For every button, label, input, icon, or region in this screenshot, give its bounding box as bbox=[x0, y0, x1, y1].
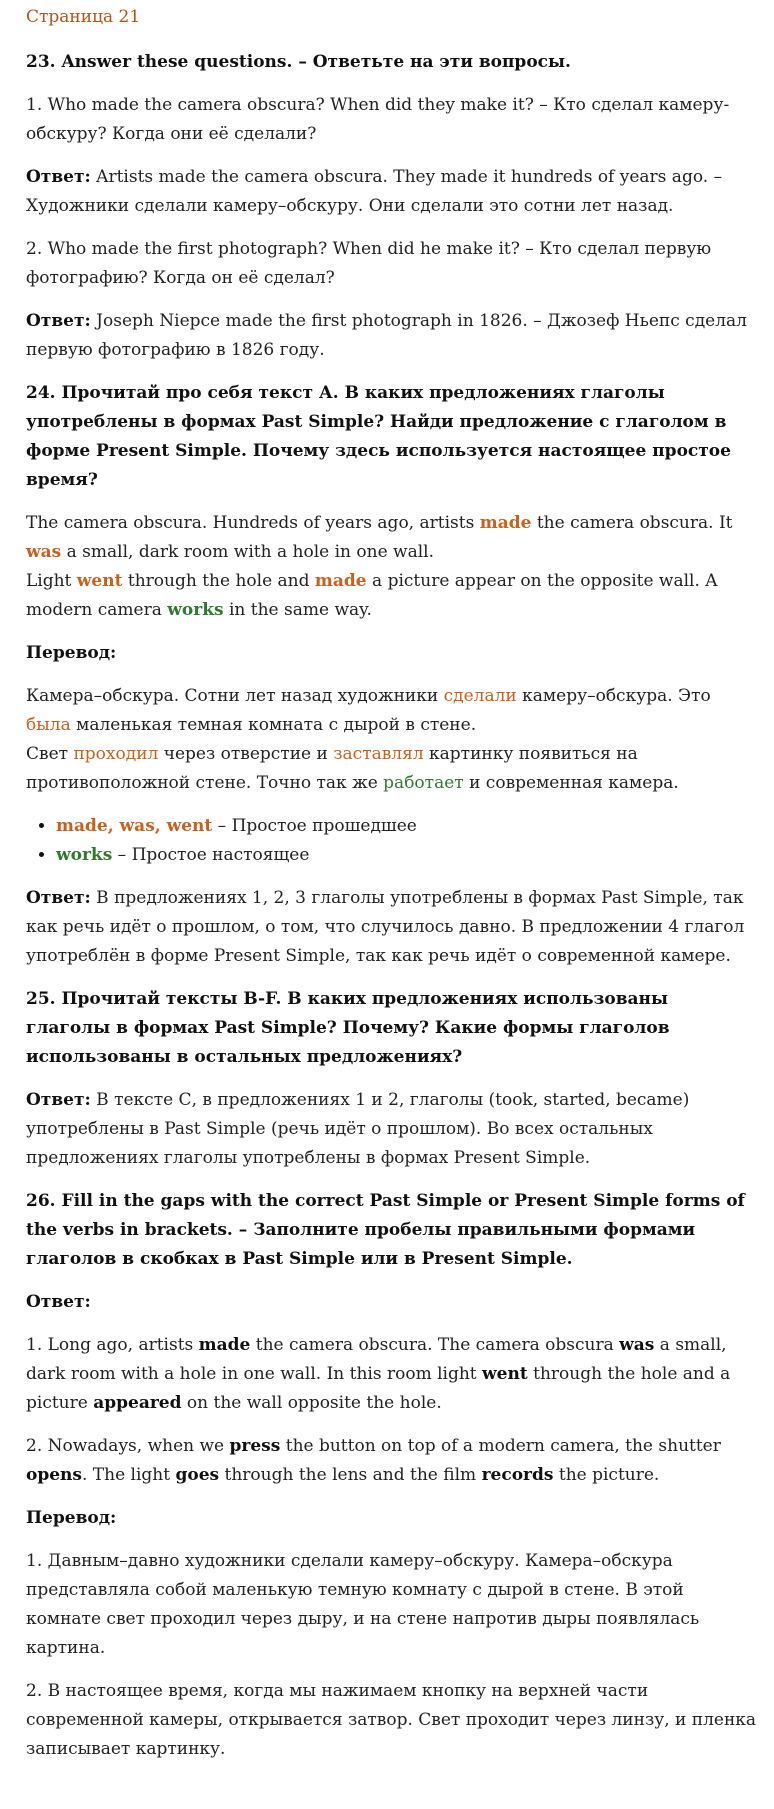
past-verb: сделали bbox=[443, 686, 517, 706]
list-term: made, was, went bbox=[56, 816, 213, 836]
text-fragment: a small, dark room with a hole in one wall. In this room light bbox=[26, 1335, 727, 1384]
q26-paragraph-2 bbox=[26, 1432, 758, 1490]
answer-label: Ответ: bbox=[26, 311, 91, 331]
translation-label: Перевод: bbox=[26, 643, 117, 663]
text-fragment: on the wall opposite the hole. bbox=[181, 1393, 442, 1413]
present-verb: works bbox=[167, 600, 224, 620]
list-item bbox=[56, 841, 758, 870]
text-fragment: Камера–обскура. Сотни лет назад художники bbox=[26, 686, 444, 706]
text-fragment: камеру–обскура. Это bbox=[516, 686, 711, 706]
q23-answer-1 bbox=[26, 163, 758, 221]
text-fragment: картинку появиться на противоположной стене. Точно так же bbox=[26, 744, 638, 793]
answer-label: Ответ: bbox=[26, 888, 91, 908]
q26-paragraph-1 bbox=[26, 1331, 758, 1418]
q26-translation-2: 2. В настоящее время, когда мы нажимаем кнопку на верхней части современной камеры, открывается затвор. Свет проходит через линзу, и пленка записывает картинку. bbox=[26, 1681, 757, 1759]
text-fragment: маленькая темная комната с дырой в стене. bbox=[70, 715, 477, 735]
q24-russian-text bbox=[26, 682, 758, 798]
text-fragment: a small, dark room with a hole in one wall. bbox=[61, 542, 435, 562]
q24-english-text bbox=[26, 509, 758, 625]
text-fragment: 1. Long ago, artists bbox=[26, 1335, 199, 1355]
past-verb: была bbox=[26, 715, 71, 735]
list-term: works bbox=[56, 845, 113, 865]
text-fragment: the camera obscura. The camera obscura bbox=[250, 1335, 620, 1355]
tense-list bbox=[26, 812, 758, 870]
q26-heading: 26. Fill in the gaps with the correct Past Simple or Present Simple forms of the verbs in brackets. – Заполните пробелы правильными формами глаголов в скобках в Past Simple или в Present Simple. bbox=[26, 1191, 745, 1269]
text-fragment: a picture appear on the opposite wall. A modern camera bbox=[26, 571, 718, 620]
q23-answer-2 bbox=[26, 307, 758, 365]
filled-verb: appeared bbox=[93, 1393, 182, 1413]
filled-verb: goes bbox=[175, 1465, 220, 1485]
list-desc: – Простое прошедшее bbox=[212, 816, 417, 836]
page-link[interactable]: Страница 21 bbox=[26, 7, 141, 27]
past-verb: проходил bbox=[73, 744, 159, 764]
translation-label: Перевод: bbox=[26, 1508, 117, 1528]
present-verb: работает bbox=[383, 773, 464, 793]
q26-translation-label bbox=[26, 1504, 758, 1533]
text-fragment: the camera obscura. It bbox=[531, 513, 733, 533]
q25-heading: 25. Прочитай тексты B-F. В каких предложениях использованы глаголы в формах Past Simple? Почему? Какие формы глаголов использованы в остальных предложениях? bbox=[26, 989, 670, 1067]
text-fragment: through the hole and a picture bbox=[26, 1364, 731, 1413]
text-fragment: Свет bbox=[26, 744, 74, 764]
q24-translation-label bbox=[26, 639, 758, 668]
q23-question-1: 1. Who made the camera obscura? When did they make it? – Кто сделал камеру-обскуру? Когда они её сделали? bbox=[26, 95, 730, 144]
list-desc: – Простое настоящее bbox=[112, 845, 310, 865]
answer-text: Artists made the camera obscura. They made it hundreds of years ago. – Художники сделали камеру–обскуру. Они сделали это сотни лет назад. bbox=[26, 167, 723, 216]
list-item bbox=[56, 812, 758, 841]
filled-verb: press bbox=[229, 1436, 281, 1456]
q24-answer bbox=[26, 884, 758, 971]
answer-text: В предложениях 1, 2, 3 глаголы употреблены в формах Past Simple, так как речь идёт о прошлом, о том, что случилось давно. В предложении 4 глагол употреблён в форме Present Simple, так как речь идёт о современной камере. bbox=[26, 888, 745, 966]
past-verb: made bbox=[314, 571, 367, 591]
q26-answer-label bbox=[26, 1288, 758, 1317]
text-fragment: 2. Nowadays, when we bbox=[26, 1436, 230, 1456]
text-fragment: the picture. bbox=[553, 1465, 660, 1485]
filled-verb: made bbox=[198, 1335, 251, 1355]
text-fragment: through the lens and the film bbox=[219, 1465, 482, 1485]
answer-text: Joseph Niepce made the first photograph in 1826. – Джозеф Ньепс сделал первую фотографию в 1826 году. bbox=[26, 311, 747, 360]
past-verb: заставлял bbox=[333, 744, 424, 764]
filled-verb: records bbox=[481, 1465, 554, 1485]
text-fragment: через отверстие и bbox=[158, 744, 334, 764]
answer-label: Ответ: bbox=[26, 167, 91, 187]
text-fragment: . The light bbox=[81, 1465, 176, 1485]
text-fragment: The camera obscura. Hundreds of years ago, artists bbox=[26, 513, 480, 533]
filled-verb: was bbox=[619, 1335, 655, 1355]
past-verb: was bbox=[26, 542, 62, 562]
text-fragment: the button on top of a modern camera, the shutter bbox=[280, 1436, 721, 1456]
filled-verb: opens bbox=[26, 1465, 82, 1485]
q25-answer bbox=[26, 1086, 758, 1173]
filled-verb: went bbox=[482, 1364, 528, 1384]
text-fragment: through the hole and bbox=[122, 571, 315, 591]
q23-heading: 23. Answer these questions. – Ответьте на эти вопросы. bbox=[26, 52, 571, 72]
text-fragment: in the same way. bbox=[223, 600, 372, 620]
q24-heading: 24. Прочитай про себя текст А. В каких предложениях глаголы употреблены в формах Past Simple? Найди предложение с глаголом в форме Present Simple. Почему здесь используется настоящее простое время? bbox=[26, 383, 731, 490]
past-verb: went bbox=[76, 571, 123, 591]
answer-text: В тексте С, в предложениях 1 и 2, глаголы (took, started, became) употреблены в Past Simple (речь идёт о прошлом). Во всех остальных предложениях глаголы употреблены в формах Present Simple. bbox=[26, 1090, 690, 1168]
answer-label: Ответ: bbox=[26, 1292, 91, 1312]
text-fragment: и современная камера. bbox=[463, 773, 679, 793]
text-fragment: Light bbox=[26, 571, 77, 591]
past-verb: made bbox=[479, 513, 532, 533]
q26-translation-1: 1. Давным–давно художники сделали камеру–обскуру. Камера–обскура представляла собой маленькую темную комнату с дырой в стене. В этой комнате свет проходил через дыру, и на стене напротив дыры появлялась картина. bbox=[26, 1551, 700, 1658]
answer-label: Ответ: bbox=[26, 1090, 91, 1110]
q23-question-2: 2. Who made the first photograph? When did he make it? – Кто сделал первую фотографию? Когда он её сделал? bbox=[26, 239, 712, 288]
